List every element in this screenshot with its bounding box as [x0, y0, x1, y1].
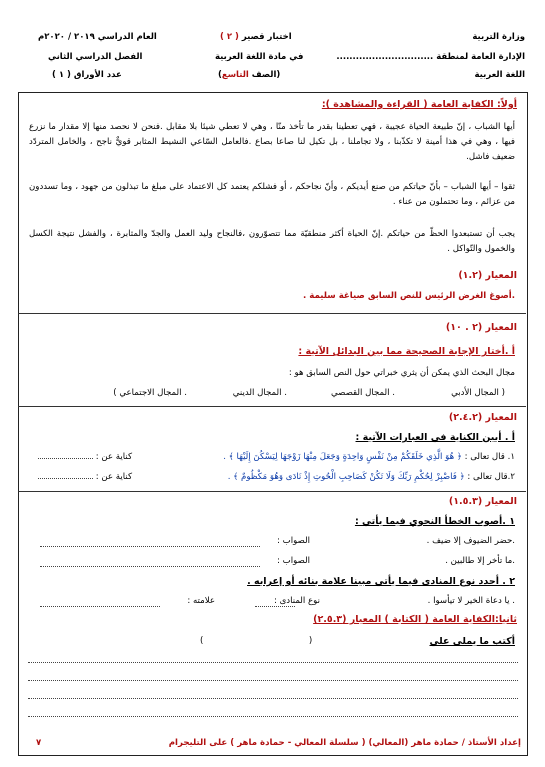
vocative-sign-label: علامته :: [187, 596, 215, 606]
section-1-heading: أولاً: الكفاية العامة ( القراءة والمشاهدة ):: [321, 99, 517, 110]
task-correct-error: ١ .أصوب الخطأ النحوي فيما يأتي :: [354, 516, 515, 527]
writing-line[interactable]: [28, 698, 518, 699]
writing-line[interactable]: [28, 680, 518, 681]
vocative-type-input[interactable]: [255, 606, 295, 607]
task-main-idea: .أصوغ الغرض الرئيس للنص السابق صياغة سليمة .: [303, 291, 515, 301]
passage-paragraph-1: أيها الشباب ، إنّ طبيعة الحياة عجيبة ، فهي تعطينا بقدر ما تأخذ منّا ، وهي لا تعطي شيئا بلا مقابل .فنحن لا نحصد منها إلا مقدار ما نزرع فيها ، وهي في هذا أمينة لا تكذّبنا ، ولا تجاملنا ، بل تكيل لنا صاعا بصاع .فالعامل السّاعي النشيط المثابر قويٌّ ناجح ، والخامل المتردّد ضعيف فاشل.: [29, 122, 515, 162]
option-religious[interactable]: . المجال الديني: [232, 388, 287, 398]
grade-label: (الصف التاسع): [218, 70, 281, 80]
footer-credit: إعداد الأستاذ / حمادة ماهر (المعالي) ( سلسلة المعالي - حمادة ماهر ) على التليجرام: [168, 738, 521, 748]
option-social[interactable]: . المجال الاجتماعي ): [113, 388, 187, 398]
option-literary[interactable]: ( المجال الأدبي: [451, 388, 505, 398]
semester-label: الفصل الدراسي الثاني: [48, 52, 143, 62]
vocative-sign-input[interactable]: [40, 606, 160, 607]
passage-paragraph-3: يجب أن تستبعدوا الحظّ من حياتكم .إنّ الحياة أكثر منطقيّة مما تتصوّرون ،فالنجاح وليد العمل والجدّ والمثابرة ، والفشل نتيجة الكسل والخمول والتّواكل .: [29, 229, 515, 254]
page-number: ٧: [36, 738, 42, 748]
criterion-1-5-3: المعيار (١.٥.٣): [448, 496, 517, 507]
directorate-label: الإدارة العامة لمنطقة ..............................: [336, 52, 525, 62]
vocative-type-label: نوع المنادى :: [273, 596, 320, 606]
criterion-2-10: المعيار (٢ . ١٠): [445, 322, 517, 333]
vocative-sentence: . يا دعاة الخير لا تيأسوا .: [427, 596, 515, 606]
verse-1: ١. قال تعالى : ﴿ هُوَ الَّذِي خَلَقَكُمْ مِنْ نَفْسٍ وَاحِدَةٍ وَجَعَلَ مِنْهَا زَوْجَهَا لِيَسْكُنَ إِلَيْهَا ﴾ .: [223, 452, 515, 462]
correct-label-1: الصواب :: [276, 536, 310, 546]
task-choose-correct: أ .أختار الإجابة الصحيحة مما بين البدائل الآتية :: [298, 346, 515, 357]
question-field: مجال البحث الذي يمكن أن يثري خبراتي حول النص السابق هو :: [288, 368, 515, 378]
ministry-label: وزارة التربية: [472, 32, 525, 42]
divider: [18, 313, 526, 314]
writing-line[interactable]: [28, 716, 518, 717]
passage-paragraph-2: ثقوا – أيها الشباب – بأنّ حياتكم من صنع أيديكم ، وأنّ نجاحكم ، أو فشلكم يعتمد كل الاعتماد على مبلغ ما تبذلون من جهود ، وما تسددون من عزائم ، وما تحتملون من عناء .: [29, 182, 515, 207]
metonymy-answer-2[interactable]: كناية عن :: [38, 472, 132, 482]
writing-topic-blank[interactable]: ( ): [200, 636, 313, 646]
task-find-metonymy: أ . أبين الكناية في العبارات الآتية :: [355, 432, 515, 443]
sentence-2: .ما تأخر إلا طالبين .: [445, 556, 515, 566]
quiz-title: اختبار قصير ( ٢ ): [220, 32, 292, 42]
verse-2: ٢.قال تعالى : ﴿ فَاصْبِرْ لِحُكْمِ رَبِّكَ وَلَا تَكُنْ كَصَاحِبِ الْحُوتِ إِذْ نَادَى وَهُوَ مَكْظُومٌ ﴾ .: [227, 472, 515, 482]
correction-input-1[interactable]: [40, 546, 260, 547]
writing-line[interactable]: [28, 662, 518, 663]
criterion-2-4-2: المعيار (٢.٤.٢): [448, 412, 517, 423]
section-2-heading: ثانيا:الكفاية العامة ( الكتابة ) المعيار (٢.٥.٣): [313, 614, 517, 625]
task-vocative: ٢ . أحدد نوع المنادى فيما يأتي مبينا علامة بنائه أو إعرابه .: [247, 576, 515, 587]
correction-input-2[interactable]: [40, 566, 260, 567]
divider: [18, 406, 526, 407]
pages-count: عدد الأوراق ( ١ ): [52, 70, 122, 80]
writing-task: أكتب ما يملى علي: [429, 636, 515, 647]
criterion-1-2: المعيار (١.٢): [458, 270, 517, 281]
correct-label-2: الصواب :: [276, 556, 310, 566]
metonymy-answer-1[interactable]: كناية عن :: [38, 452, 132, 462]
option-narrative[interactable]: . المجال القصصي: [330, 388, 395, 398]
sentence-1: .حضر الضيوف إلا ضيف .: [426, 536, 515, 546]
quiz-subject: في مادة اللغة العربية: [215, 52, 304, 62]
divider: [18, 491, 526, 492]
school-year: العام الدراسي ٢٠١٩ / ٢٠٢٠م: [38, 32, 157, 42]
subject-label: اللغة العربية: [474, 70, 525, 80]
